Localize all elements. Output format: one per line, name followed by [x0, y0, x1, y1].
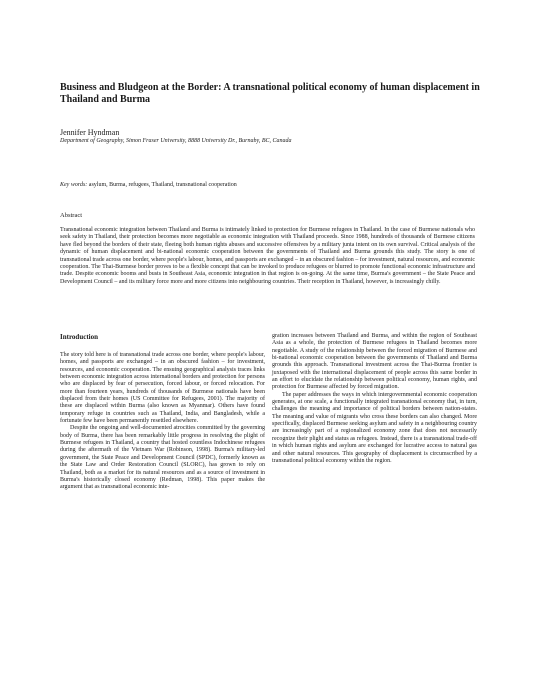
left-paragraph-1: The story told here is of transnational trade across one border, where people's labour, homes, and passports are exchanged – in an obscured fashion – for investment, resources, and economic cooperation. The ensuing geographical analysis traces links between economic integration across international borders and protection for persons who are displaced by fear of persecution, forced labour, or forced relocation. For more than fourteen years, hundreds of thousands of Burmese nationals have been displaced from their homes (US Committee for Refugees, 2001). The majority of these are displaced within Burma (also known as Myanmar). Others have found temporary refuge in countries such as Thailand, India, and Bangladesh, while a fortunate few have been permanently resettled elsewhere.	[60, 352, 265, 425]
right-paragraph-1: gration increases between Thailand and Burma, and within the region of Southeast Asia as a whole, the protection of Burmese refugees in Thailand becomes more negotiable. A study of the relationship between the forced migration of Burmese and bi-national economic cooperation between the governments of Thailand and Burma grounds this approach. Transnational investment across the Thai-Burma frontier is juxtaposed with the international displacement of people across this same border in an effort to elucidate the relationship between political economy, human rights, and protection for Burmese affected by forced migration.	[272, 333, 477, 391]
right-paragraph-2: The paper addresses the ways in which intergovernmental economic cooperation generates, at one scale, a functionally integrated transnational economy that, in turn, challenges the meaning and importance of political borders between nation-states. The meaning and value of migrants who cross these borders can also changed. More specifically, displaced Burmese seeking asylum and safety in a neighbouring country are increasingly part of a regionalized economy zone that does not necessarily recognize their plight and status as refugees. Instead, there is a transnational trade-off in which human rights and asylum are exchanged for lucrative access to natural gas and other natural resources. This geography of displacement is circumscribed by a transnational political economy within the region.	[272, 391, 477, 464]
paper-title: Business and Bludgeon at the Border: A transnational political economy of human displacement in Thailand and Burma	[60, 82, 480, 105]
keywords	[60, 182, 480, 188]
abstract-heading: Abstract	[60, 212, 83, 219]
right-column	[272, 333, 477, 465]
left-column	[60, 352, 265, 492]
abstract-text: Transnational economic integration between Thailand and Burma is intimately linked to protection for Burmese refugees in Thailand. In the case of Burmese nationals who seek safety in Thailand, their protection becomes more negotiable as economic integration with Thailand proceeds. Since 1988, hundreds of thousands of Burmese citizens have fled beyond the borders of their state, fleeing both human rights abuses and successive offensives by a military junta intent on its own survival. Critical analysis of the dynamic of human displacement and bi-national economic cooperation between the governments of Thailand and Burma grounds this study. The story is one of transnational trade across one border, where people's labour, homes, and passports are exchanged – in an obscured fashion – for investment, natural resources, and economic cooperation. The Thai-Burmese border proves to be a flexible concept that can be invoked to produce refugees or blurred to promote functional economic infrastructure and trade. Despite economic booms and busts in Southeast Asia, economic integration in that region is on-going. At the same time, Burma's government – the State Peace and Development Council – and its military force more and more citizens into neighbouring countries. Their reception in Thailand, however, is increasingly chilly.	[60, 227, 475, 285]
author-name: Jennifer Hyndman	[60, 128, 120, 137]
author-affiliation: Department of Geography, Simon Fraser University, 8888 University Dr., Burnaby, BC, Canada	[60, 138, 292, 144]
introduction-heading: Introduction	[60, 333, 98, 341]
keywords-text: asylum, Burma, refugees, Thailand, transnational cooperation	[88, 182, 237, 188]
left-paragraph-2: Despite the ongoing and well-documented atrocities committed by the governing body of Burma, there has been remarkably little progress in resolving the plight of Burmese refugees in Thailand, a country that hosted countless Indochinese refugees during the aftermath of the Vietnam War (Robinson, 1998). Burma's military-led government, the State Peace and Development Council (SPDC), formerly known as the State Law and Order Restoration Council (SLORC), has grown to rely on Thailand, both as a market for its natural resources and as a source of investment in Burma's historically closed economy (Redman, 1998). This paper makes the argument that as transnational economic inte-	[60, 425, 265, 491]
keywords-label: Key words:	[60, 182, 88, 188]
